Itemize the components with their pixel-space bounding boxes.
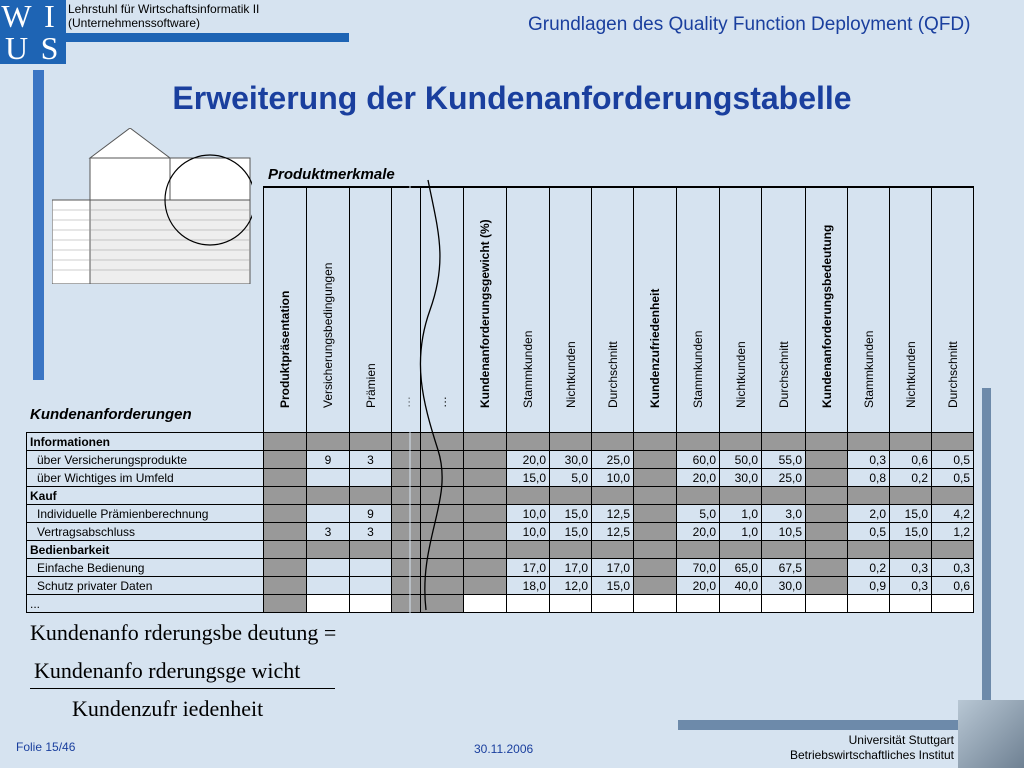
table-cell: 3,0 (762, 505, 806, 523)
table-cell: 65,0 (720, 559, 762, 577)
table-cell (264, 523, 307, 541)
table-cell (307, 541, 350, 559)
column-header (719, 188, 761, 432)
table-cell (806, 541, 848, 559)
bottom-deco-bar (678, 720, 958, 730)
formula-lhs: Kundenanfo rderungsbe deutung = (30, 620, 337, 645)
table-cell: 5,0 (677, 505, 720, 523)
table-cell: 20,0 (507, 451, 550, 469)
column-header (263, 188, 306, 432)
table-row (27, 577, 974, 595)
table-cell: 18,0 (507, 577, 550, 595)
table-cell (264, 433, 307, 451)
table-cell: 55,0 (762, 451, 806, 469)
table-cell (806, 595, 848, 613)
logo-letter-i: I (44, 0, 55, 34)
table-cell (677, 433, 720, 451)
page-title: Erweiterung der Kundenanforderungstabelle (172, 80, 852, 116)
table-cell (634, 487, 677, 505)
row-label: Einfache Bedienung (27, 559, 264, 577)
column-header-label: … (435, 396, 449, 408)
table-row (27, 433, 974, 451)
table-cell: 9 (307, 451, 350, 469)
table-cell (890, 541, 932, 559)
table-cell (264, 469, 307, 487)
logo-letter-s: S (40, 30, 59, 66)
table-cell (634, 595, 677, 613)
column-header (931, 188, 973, 432)
kundenanforderungen-label: Kundenanforderungen (30, 406, 192, 423)
table-cell (464, 433, 507, 451)
table-cell: 20,0 (677, 577, 720, 595)
table-cell: 20,0 (677, 469, 720, 487)
table-cell (550, 487, 592, 505)
table-cell: 60,0 (677, 451, 720, 469)
column-header-label: Stammkunden (691, 330, 705, 408)
column-header (506, 188, 549, 432)
row-label: Kauf (27, 487, 264, 505)
table-cell: 30,0 (720, 469, 762, 487)
produktmerkmale-label: Produktmerkmale (268, 166, 395, 183)
table-cell: 15,0 (507, 469, 550, 487)
table-cell (264, 505, 307, 523)
table-cell (264, 451, 307, 469)
column-header (889, 188, 931, 432)
table-cell (932, 541, 974, 559)
org-line-2: (Unternehmenssoftware) (68, 16, 201, 30)
table-row (27, 559, 974, 577)
table-cell: 0,6 (932, 577, 974, 595)
table-cell (264, 487, 307, 505)
table-cell (307, 595, 350, 613)
table-cell (307, 505, 350, 523)
table-cell (507, 487, 550, 505)
table-cell (806, 505, 848, 523)
table-cell: 1,2 (932, 523, 974, 541)
table-cell (634, 541, 677, 559)
table-cell (264, 595, 307, 613)
slide-date: 30.11.2006 (474, 742, 534, 756)
table-cell (806, 469, 848, 487)
table-cell: 0,3 (848, 451, 890, 469)
table-cell (677, 541, 720, 559)
row-label: ... (27, 595, 264, 613)
table-cell: 0,3 (890, 577, 932, 595)
row-label: Informationen (27, 433, 264, 451)
table-cell (634, 577, 677, 595)
logo-letter-u: U (4, 30, 29, 66)
column-header-label: Durchschnitt (605, 341, 620, 408)
table-cell (806, 433, 848, 451)
table-cell (806, 523, 848, 541)
table-cell (350, 541, 392, 559)
table-cell (932, 595, 974, 613)
table-cell: 1,0 (720, 505, 762, 523)
table-cell (307, 487, 350, 505)
table-cell (350, 577, 392, 595)
table-cell (634, 505, 677, 523)
column-header-label: Kundenanforderungsbedeutung (819, 224, 834, 408)
table-cell (464, 505, 507, 523)
table-cell (848, 541, 890, 559)
table-cell: 10,0 (592, 469, 634, 487)
table-cell: 0,2 (890, 469, 932, 487)
table-cell: 17,0 (507, 559, 550, 577)
column-header (805, 188, 847, 432)
table-cell: 9 (350, 505, 392, 523)
column-header-label: Durchschnitt (776, 341, 791, 408)
table-cell (720, 433, 762, 451)
column-header-label: … (399, 396, 413, 408)
table-cell (634, 559, 677, 577)
column-header-label: Kundenanforderungsgewicht (%) (478, 219, 492, 408)
table-cell (848, 487, 890, 505)
org-line-1: Lehrstuhl für Wirtschaftsinformatik II (68, 2, 260, 16)
table-cell: 15,0 (592, 577, 634, 595)
table-cell: 15,0 (890, 523, 932, 541)
table-cell: 70,0 (677, 559, 720, 577)
table-cell: 0,3 (890, 559, 932, 577)
table-cell (890, 595, 932, 613)
table-cell: 5,0 (550, 469, 592, 487)
table-row (27, 505, 974, 523)
row-label: über Versicherungsprodukte (27, 451, 264, 469)
table-cell: 17,0 (550, 559, 592, 577)
table-cell (890, 433, 932, 451)
table-cell: 12,0 (550, 577, 592, 595)
formula-numerator: Kundenanfo rderungsge wicht (34, 658, 301, 683)
table-cell: 3 (307, 523, 350, 541)
table-cell (350, 595, 392, 613)
table-cell (550, 541, 592, 559)
table-cell: 15,0 (550, 523, 592, 541)
table-cell (634, 523, 677, 541)
header-bar (66, 33, 349, 42)
table-cell (806, 577, 848, 595)
table-cell: 0,5 (848, 523, 890, 541)
table-cell (350, 433, 392, 451)
column-header-label: Kundenzufriedenheit (648, 288, 662, 408)
table-cell: 0,8 (848, 469, 890, 487)
table-cell: 10,0 (507, 523, 550, 541)
right-deco-bar (982, 388, 991, 718)
requirements-table (26, 432, 974, 613)
table-cell (507, 595, 550, 613)
table-cell (592, 541, 634, 559)
table-row (27, 541, 974, 559)
slide-topic: Grundlagen des Quality Function Deployment (QFD) (528, 14, 971, 35)
table-cell (762, 541, 806, 559)
break-wave (408, 170, 456, 620)
table-cell (264, 541, 307, 559)
table-cell: 15,0 (550, 505, 592, 523)
university-name (790, 733, 954, 763)
table-cell: 17,0 (592, 559, 634, 577)
table-cell (350, 469, 392, 487)
row-label: Bedienbarkeit (27, 541, 264, 559)
column-header-label: Stammkunden (521, 330, 535, 408)
table-cell (464, 469, 507, 487)
table-cell (592, 487, 634, 505)
table-cell (307, 577, 350, 595)
table-cell: 12,5 (592, 523, 634, 541)
table-cell: 40,0 (720, 577, 762, 595)
table-cell (464, 595, 507, 613)
column-header (549, 188, 591, 432)
column-header-label: Stammkunden (861, 330, 876, 408)
table-cell (464, 541, 507, 559)
column-header-label: Versicherungsbedingungen (321, 262, 335, 408)
table-cell: 50,0 (720, 451, 762, 469)
table-cell (932, 433, 974, 451)
table-cell (848, 433, 890, 451)
table-cell (720, 595, 762, 613)
table-cell (677, 595, 720, 613)
table-cell: 67,5 (762, 559, 806, 577)
table-cell (464, 487, 507, 505)
table-cell (507, 541, 550, 559)
table-cell: 30,0 (762, 577, 806, 595)
column-header-label: Nichtkunden (733, 341, 748, 408)
table-cell (350, 559, 392, 577)
table-cell (307, 559, 350, 577)
table-cell (634, 433, 677, 451)
house-of-quality-thumbnail (52, 128, 252, 284)
table-cell (932, 487, 974, 505)
table-cell: 1,0 (720, 523, 762, 541)
row-label: über Wichtiges im Umfeld (27, 469, 264, 487)
table-cell (720, 541, 762, 559)
column-header-label: Prämien (363, 363, 378, 408)
column-header (633, 188, 676, 432)
column-header (463, 188, 506, 432)
table-cell (806, 451, 848, 469)
row-label: Individuelle Prämienberechnung (27, 505, 264, 523)
column-header (591, 188, 633, 432)
building-image (958, 700, 1024, 768)
table-row (27, 469, 974, 487)
formula-denominator: Kundenzufr iedenheit (72, 696, 264, 721)
table-cell: 25,0 (592, 451, 634, 469)
column-header (306, 188, 349, 432)
column-header (761, 188, 805, 432)
table-cell (464, 577, 507, 595)
column-header (847, 188, 889, 432)
table-cell (634, 469, 677, 487)
row-label: Schutz privater Daten (27, 577, 264, 595)
table-cell (507, 433, 550, 451)
column-header-label: Nichtkunden (903, 341, 918, 408)
table-cell (762, 487, 806, 505)
uni-line-2: Betriebswirtschaftliches Institut (789, 748, 954, 762)
table-cell (806, 559, 848, 577)
table-cell: 0,3 (932, 559, 974, 577)
table-cell: 0,5 (932, 469, 974, 487)
column-header (349, 188, 391, 432)
table-cell: 0,6 (890, 451, 932, 469)
table-row (27, 451, 974, 469)
table-row (27, 487, 974, 505)
table-cell (550, 433, 592, 451)
org-name (68, 2, 259, 30)
table-cell (848, 595, 890, 613)
table-cell (307, 469, 350, 487)
table-row (27, 595, 974, 613)
column-header-label: Durchschnitt (945, 341, 960, 408)
wius-logo (0, 0, 66, 64)
table-cell (890, 487, 932, 505)
table-cell (307, 433, 350, 451)
table-cell (464, 451, 507, 469)
table-cell: 0,5 (932, 451, 974, 469)
table-cell: 15,0 (890, 505, 932, 523)
table-cell (677, 487, 720, 505)
table-cell (464, 523, 507, 541)
table-cell: 10,0 (507, 505, 550, 523)
column-header-label: Produktpräsentation (278, 290, 292, 408)
column-header-label: Nichtkunden (563, 341, 578, 408)
table-cell (720, 487, 762, 505)
table-cell (264, 577, 307, 595)
column-header (676, 188, 719, 432)
uni-line-1: Universität Stuttgart (848, 733, 954, 747)
table-cell (762, 433, 806, 451)
table-cell (806, 487, 848, 505)
table-cell: 3 (350, 523, 392, 541)
row-label: Vertragsabschluss (27, 523, 264, 541)
slide-number: Folie 15/46 (16, 740, 76, 754)
table-cell: 0,9 (848, 577, 890, 595)
table-cell: 2,0 (848, 505, 890, 523)
table-cell (464, 559, 507, 577)
table-cell (592, 595, 634, 613)
table-cell (634, 451, 677, 469)
table-cell: 30,0 (550, 451, 592, 469)
table-cell (592, 433, 634, 451)
table-cell: 10,5 (762, 523, 806, 541)
table-cell: 20,0 (677, 523, 720, 541)
table-cell: 0,2 (848, 559, 890, 577)
table-cell: 25,0 (762, 469, 806, 487)
table-cell: 12,5 (592, 505, 634, 523)
table-cell (350, 487, 392, 505)
table-cell (550, 595, 592, 613)
table-cell (264, 559, 307, 577)
table-cell: 4,2 (932, 505, 974, 523)
logo-letter-w: W (1, 0, 32, 34)
fraction-line (30, 688, 335, 689)
table-cell (762, 595, 806, 613)
table-row (27, 523, 974, 541)
table-cell: 3 (350, 451, 392, 469)
